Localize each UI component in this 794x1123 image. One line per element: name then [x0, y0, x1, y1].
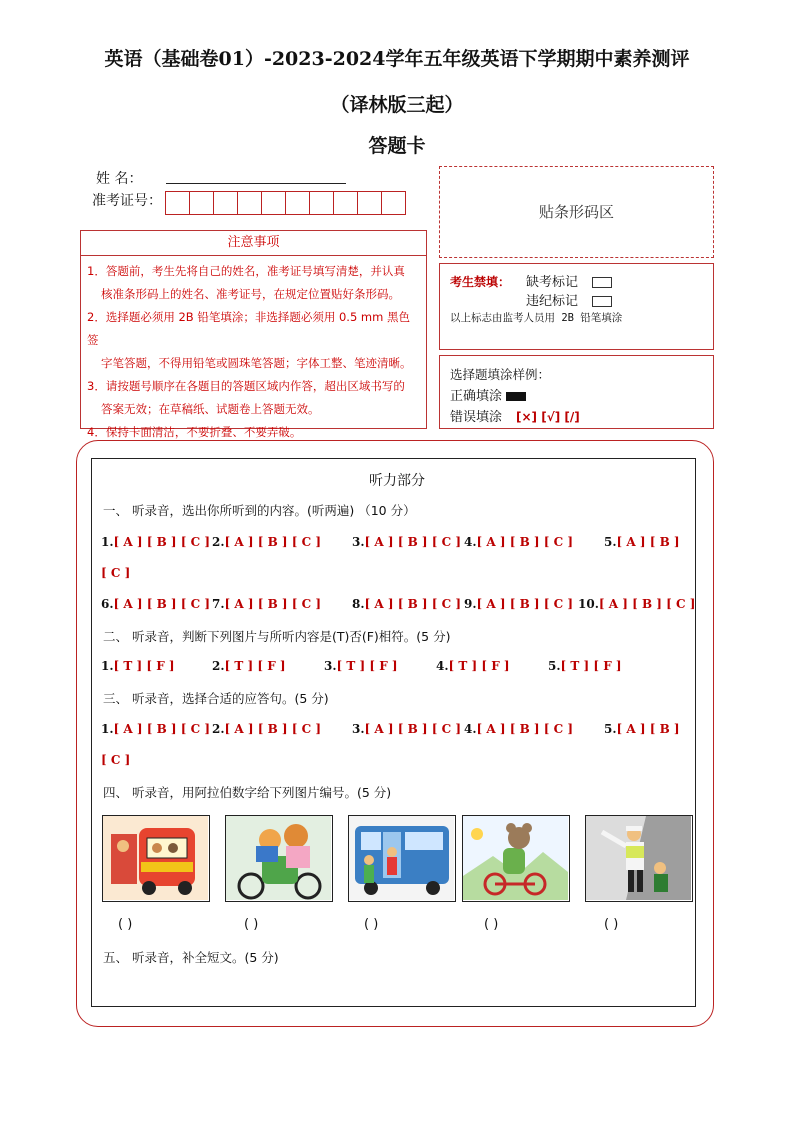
tf5-choice[interactable]: 5.[ T ] [ F ] — [548, 659, 622, 673]
q8-choice[interactable]: 8.[ A ] [ B ] [ C ] — [352, 597, 462, 611]
picture-5-answer[interactable]: ( ) — [604, 917, 619, 932]
answer-row-sec3 — [0, 722, 794, 742]
note-line: 1．答题前，考生先将自己的姓名，准考证号填写清楚，并认真 — [87, 264, 405, 278]
exam-subtitle: （译林版三起） — [330, 94, 464, 116]
violation-label: 违纪标记 — [526, 294, 579, 309]
q7-choice[interactable]: 7.[ A ] [ B ] [ C ] — [212, 597, 322, 611]
answer-row-tf — [0, 659, 794, 679]
section-4-heading: 四、 听录音，用阿拉伯数字给下列图片编号。(5 分) — [103, 785, 392, 800]
id-label: 准考证号： — [92, 193, 162, 209]
correct-fill-example — [506, 392, 526, 401]
name-field[interactable] — [166, 183, 346, 184]
picture-4-answer[interactable]: ( ) — [484, 917, 499, 932]
tf3-choice[interactable]: 3.[ T ] [ F ] — [324, 659, 398, 673]
picture-mouse-bike — [462, 815, 570, 902]
s3q2-choice[interactable]: 2.[ A ] [ B ] [ C ] — [212, 722, 322, 736]
q4-choice[interactable]: 4.[ A ] [ B ] [ C ] — [464, 535, 574, 549]
forbid-label: 考生禁填： — [450, 275, 511, 289]
notes-box — [80, 230, 427, 439]
note-line: 2．选择题必须用 2B 铅笔填涂；非选择题必须用 0.5 mm 黑色签 — [87, 310, 410, 347]
q5-choice[interactable]: 5.[ A ] [ B ] — [604, 535, 680, 549]
section-5-heading: 五、 听录音，补全短文。(5 分) — [103, 950, 279, 965]
note-line: 4．保持卡面清洁，不要折叠、不要弄破。 — [87, 425, 302, 439]
q5-choice-wrap[interactable]: [ C ] — [101, 566, 131, 580]
answer-row-1-5 — [0, 535, 794, 555]
q2-choice[interactable]: 2.[ A ] [ B ] [ C ] — [212, 535, 322, 549]
note-line: 3．请按题号顺序在各题目的答题区域内作答，超出区域书写的 — [87, 379, 405, 393]
picture-bus-stop — [348, 815, 456, 902]
section-2-heading: 二、 听录音，判断下列图片与所听内容是(T)否(F)相符。(5 分) — [103, 629, 451, 644]
s3q5-choice[interactable]: 5.[ A ] [ B ] — [604, 722, 680, 736]
picture-2-answer[interactable]: ( ) — [244, 917, 259, 932]
wrong-examples: [×] [√] [/] — [516, 410, 580, 424]
q6-choice[interactable]: 6.[ A ] [ B ] [ C ] — [101, 597, 211, 611]
fill-sample-box — [439, 355, 714, 429]
absent-mark-box[interactable] — [592, 277, 612, 288]
picture-police — [585, 815, 693, 902]
tf4-choice[interactable]: 4.[ T ] [ F ] — [436, 659, 510, 673]
name-label: 姓 名： — [96, 171, 143, 187]
violation-mark-box[interactable] — [592, 296, 612, 307]
tf2-choice[interactable]: 2.[ T ] [ F ] — [212, 659, 286, 673]
correct-label: 正确填涂 — [450, 389, 503, 404]
picture-3-answer[interactable]: ( ) — [364, 917, 379, 932]
section-1-heading: 一、 听录音，选出你所听到的内容。(听两遍) （10 分） — [103, 503, 416, 518]
notes-heading: 注意事项 — [81, 231, 426, 256]
tf1-choice[interactable]: 1.[ T ] [ F ] — [101, 659, 175, 673]
wrong-label: 错误填涂 — [450, 410, 503, 425]
s3q4-choice[interactable]: 4.[ A ] [ B ] [ C ] — [464, 722, 574, 736]
id-number-boxes[interactable] — [166, 191, 406, 215]
barcode-area — [439, 166, 714, 258]
s3q1-choice[interactable]: 1.[ A ] [ B ] [ C ] — [101, 722, 211, 736]
sample-label: 选择题填涂样例： — [450, 367, 551, 382]
picture-bus-animals — [102, 815, 210, 902]
note-line: 字笔答题，不得用铅笔或圆珠笔答题；字体工整、笔迹清晰。 — [101, 356, 412, 370]
note-line: 核准条形码上的姓名、准考证号，在规定位置贴好条形码。 — [101, 287, 400, 301]
answer-row-6-10 — [0, 597, 794, 617]
q9-choice[interactable]: 9.[ A ] [ B ] [ C ] — [464, 597, 574, 611]
note-line: 答案无效；在草稿纸、试题卷上答题无效。 — [101, 402, 320, 416]
section-3-heading: 三、 听录音，选择合适的应答句。(5 分) — [103, 691, 329, 706]
answer-card-title: 答题卡 — [368, 135, 426, 157]
picture-cats-bike — [225, 815, 333, 902]
q1-choice[interactable]: 1.[ A ] [ B ] [ C ] — [101, 535, 211, 549]
exam-title: 英语（基础卷01）-2023-2024学年五年级英语下学期期中素养测评 — [104, 48, 690, 70]
barcode-label: 贴条形码区 — [538, 203, 614, 221]
s3q5-choice-wrap[interactable]: [ C ] — [101, 753, 131, 767]
absent-label: 缺考标记 — [526, 275, 579, 290]
s3q3-choice[interactable]: 3.[ A ] [ B ] [ C ] — [352, 722, 462, 736]
q10-choice[interactable]: 10.[ A ] [ B ] [ C ] — [578, 597, 696, 611]
q3-choice[interactable]: 3.[ A ] [ B ] [ C ] — [352, 535, 462, 549]
forbid-note: 以上标志由监考人员用 2B 铅笔填涂 — [450, 312, 623, 324]
examiner-mark-box — [439, 263, 714, 350]
picture-1-answer[interactable]: ( ) — [118, 917, 133, 932]
listening-title: 听力部分 — [369, 473, 425, 489]
